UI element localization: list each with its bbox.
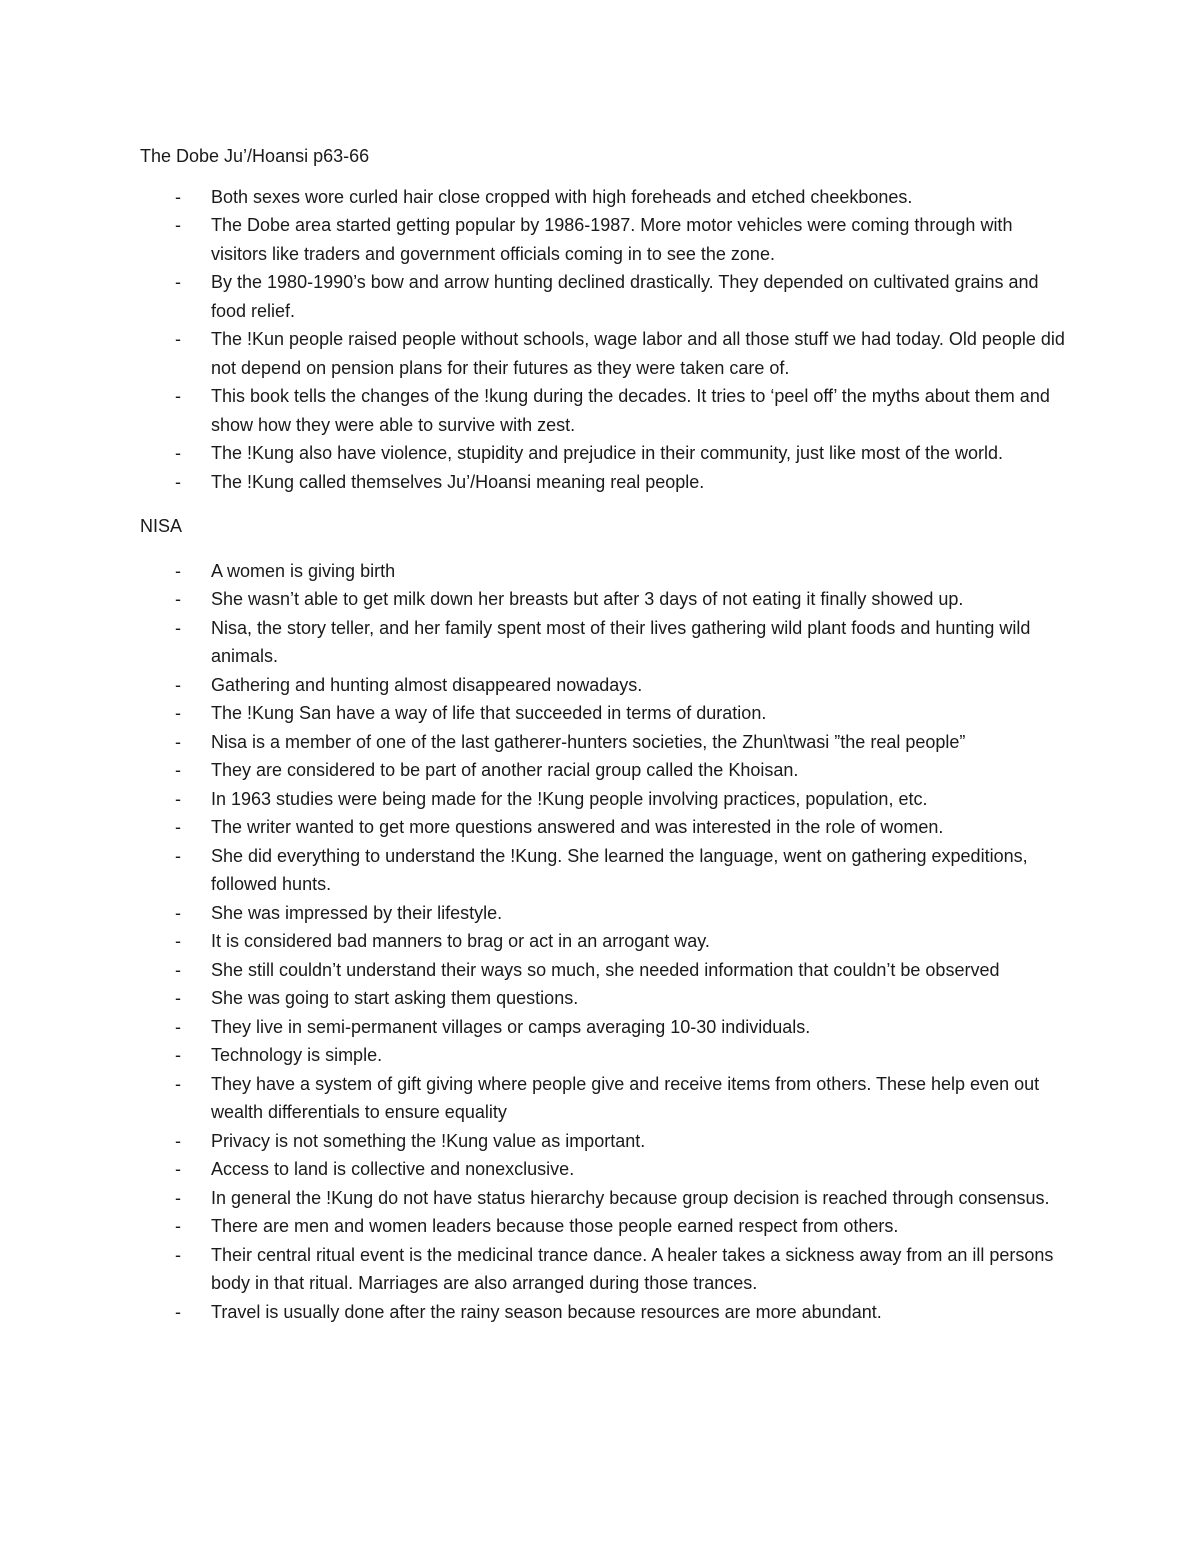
list-item-text: In 1963 studies were being made for the !Kung people involving practices, population, etc. <box>211 788 928 809</box>
list-item-text: They have a system of gift giving where people give and receive items from others. These help even out wealth differentials to ensure equality <box>211 1073 1040 1122</box>
list-item-text: Nisa is a member of one of the last gatherer-hunters societies, the Zhun\twasi ”the real people” <box>211 731 966 752</box>
list-item-text: Access to land is collective and nonexclusive. <box>211 1159 575 1179</box>
document-body <box>140 142 1070 1326</box>
list-item-text: The !Kung called themselves Ju’/Hoansi meaning real people. <box>211 471 705 492</box>
bullet-list-nisa <box>140 557 1070 1327</box>
list-item-text: She was going to start asking them questions. <box>211 988 579 1008</box>
bullet-dash: - <box>175 272 181 292</box>
list-item <box>140 785 1070 814</box>
list-item-text: Travel is usually done after the rainy season because resources are more abundant. <box>211 1301 882 1322</box>
list-item <box>140 614 1070 671</box>
list-item <box>140 813 1070 842</box>
bullet-dash: - <box>175 817 181 837</box>
list-item <box>140 557 1070 586</box>
list-item <box>140 756 1070 785</box>
bullet-dash: - <box>175 931 181 951</box>
list-item <box>140 183 1070 212</box>
list-item-text: It is considered bad manners to brag or act in an arrogant way. <box>211 931 710 951</box>
list-item-text: A women is giving birth <box>211 560 396 581</box>
section-heading-nisa: NISA <box>140 516 183 536</box>
list-item <box>140 439 1070 468</box>
bullet-dash: - <box>175 1301 181 1322</box>
list-item <box>140 1298 1070 1327</box>
list-item <box>140 1212 1070 1241</box>
list-item <box>140 927 1070 956</box>
bullet-dash: - <box>175 1130 181 1151</box>
bullet-dash: - <box>175 1159 181 1179</box>
list-item <box>140 1184 1070 1213</box>
bullet-dash: - <box>175 443 181 463</box>
list-item-text: She wasn’t able to get milk down her breasts but after 3 days of not eating it finally showed up. <box>211 589 964 609</box>
list-item-text: The !Kung also have violence, stupidity and prejudice in their community, just like most of the world. <box>211 443 1004 463</box>
bullet-dash: - <box>175 1073 181 1094</box>
list-item <box>140 1070 1070 1127</box>
bullet-dash: - <box>175 959 181 980</box>
list-item-text: She still couldn’t understand their ways so much, she needed information that couldn’t be observed <box>211 959 1000 980</box>
bullet-dash: - <box>175 215 181 235</box>
bullet-dash: - <box>175 703 181 723</box>
list-item <box>140 1013 1070 1042</box>
list-item-text: Nisa, the story teller, and her family spent most of their lives gathering wild plant foods and hunting wild animals. <box>211 617 1031 666</box>
bullet-dash: - <box>175 1187 181 1208</box>
list-item <box>140 956 1070 985</box>
list-item-text: In general the !Kung do not have status hierarchy because group decision is reached through consensus. <box>211 1187 1050 1208</box>
bullet-dash: - <box>175 186 181 207</box>
list-item-text: Technology is simple. <box>211 1045 383 1065</box>
list-item-text: She did everything to understand the !Kung. She learned the language, went on gathering expeditions, followed hunts. <box>211 845 1028 894</box>
bullet-dash: - <box>175 1045 181 1065</box>
list-item <box>140 325 1070 382</box>
list-item-text: The !Kun people raised people without schools, wage labor and all those stuff we had today. Old people did not depend on pension plans for their futures as they were taken care of. <box>211 329 1065 378</box>
list-item <box>140 268 1070 325</box>
bullet-dash: - <box>175 471 181 492</box>
bullet-dash: - <box>175 788 181 809</box>
list-item <box>140 899 1070 928</box>
list-item-text: The Dobe area started getting popular by 1986-1987. More motor vehicles were coming through with visitors like traders and government officials coming in to see the zone. <box>211 215 1013 264</box>
bullet-dash: - <box>175 617 181 638</box>
bullet-list-dobe <box>140 183 1070 497</box>
bullet-dash: - <box>175 1244 181 1265</box>
list-item-text: They live in semi-permanent villages or camps averaging 10-30 individuals. <box>211 1016 811 1037</box>
bullet-dash: - <box>175 731 181 752</box>
bullet-dash: - <box>175 386 181 406</box>
bullet-dash: - <box>175 560 181 581</box>
bullet-dash: - <box>175 329 181 349</box>
bullet-dash: - <box>175 589 181 609</box>
list-item <box>140 699 1070 728</box>
list-item-text: Both sexes wore curled hair close cropped with high foreheads and etched cheekbones. <box>211 186 913 207</box>
bullet-dash: - <box>175 674 181 695</box>
bullet-dash: - <box>175 845 181 866</box>
bullet-dash: - <box>175 1216 181 1236</box>
list-item <box>140 671 1070 700</box>
list-item <box>140 984 1070 1013</box>
list-item <box>140 728 1070 757</box>
section-heading-dobe: The Dobe Ju’/Hoansi p63-66 <box>140 146 370 166</box>
list-item-text: The !Kung San have a way of life that succeeded in terms of duration. <box>211 703 767 723</box>
list-item <box>140 585 1070 614</box>
list-item <box>140 842 1070 899</box>
list-item-text: Privacy is not something the !Kung value as important. <box>211 1130 646 1151</box>
list-item-text: They are considered to be part of another racial group called the Khoisan. <box>211 760 799 780</box>
list-item-text: By the 1980-1990’s bow and arrow hunting declined drastically. They depended on cultivated grains and food relief. <box>211 272 1039 321</box>
bullet-dash: - <box>175 902 181 923</box>
list-item-text: Their central ritual event is the medicinal trance dance. A healer takes a sickness away from an ill persons body in that ritual. Marriages are also arranged during those trances. <box>211 1244 1054 1293</box>
list-item-text: There are men and women leaders because those people earned respect from others. <box>211 1216 899 1236</box>
list-item <box>140 468 1070 497</box>
list-item <box>140 1127 1070 1156</box>
bullet-dash: - <box>175 988 181 1008</box>
bullet-dash: - <box>175 760 181 780</box>
list-item <box>140 382 1070 439</box>
list-item-text: Gathering and hunting almost disappeared nowadays. <box>211 674 643 695</box>
list-item-text: This book tells the changes of the !kung during the decades. It tries to ‘peel off’ the myths about them and show how they were able to survive with zest. <box>211 386 1050 435</box>
list-item <box>140 1155 1070 1184</box>
list-item <box>140 211 1070 268</box>
list-item <box>140 1241 1070 1298</box>
bullet-dash: - <box>175 1016 181 1037</box>
list-item-text: The writer wanted to get more questions answered and was interested in the role of women. <box>211 817 944 837</box>
list-item-text: She was impressed by their lifestyle. <box>211 902 503 923</box>
list-item <box>140 1041 1070 1070</box>
